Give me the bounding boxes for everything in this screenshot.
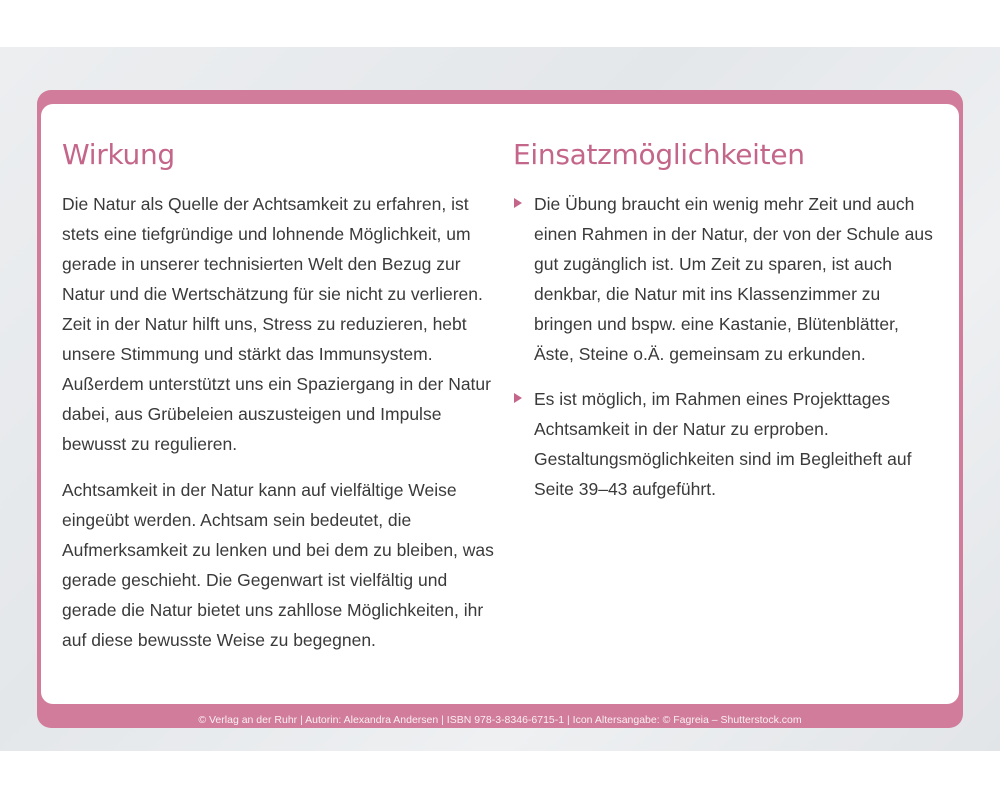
info-card: [37, 90, 963, 728]
section-einsatzmoeglichkeiten: [513, 138, 943, 519]
list-item: [513, 384, 943, 504]
copyright-footer: © Verlag an der Ruhr | Autorin: Alexandra Andersen | ISBN 978-3-8346-6715-1 | Icon Altersangabe: © Fagreia – Shutterstock.com: [198, 714, 802, 726]
list-item: [513, 189, 943, 369]
card-content: [41, 104, 959, 704]
paragraph: Achtsamkeit in der Natur kann auf vielfältige Weise eingeübt werden. Achtsam sein bedeutet, die Aufmerksamkeit zu lenken und bei dem zu bleiben, was gerade geschieht. Die Gegenwart ist vielfältig und gerade die Natur bietet uns zahllose Möglichkeiten, ihr auf diese bewusste Weise zu begegnen.: [62, 480, 494, 650]
section-wirkung: [62, 138, 502, 671]
triangle-bullet-icon: [514, 198, 522, 208]
paragraph: Die Natur als Quelle der Achtsamkeit zu erfahren, ist stets eine tiefgründige und lohnende Möglichkeit, um gerade in unserer technisierten Welt den Bezug zur Natur und die Wertschätzung für sie nicht zu verlieren. Zeit in der Natur hilft uns, Stress zu reduzieren, hebt unsere Stimmung und stärkt das Immunsystem. Außerdem unterstützt uns ein Spaziergang in der Natur dabei, aus Grübeleien auszusteigen und Impulse bewusst zu regulieren.: [62, 194, 491, 454]
list-item-text: Die Übung braucht ein wenig mehr Zeit und auch einen Rahmen in der Natur, der von der Schule aus gut zugänglich ist. Um Zeit zu sparen, ist auch denkbar, die Natur mit ins Klassenzimmer zu bringen und bspw. eine Kastanie, Blütenblätter, Äste, Steine o.Ä. gemeinsam zu erkunden.: [534, 194, 933, 364]
list-item-text: Es ist möglich, im Rahmen eines Projekttages Achtsamkeit in der Natur zu erproben. Gestaltungsmöglichkeiten sind im Begleitheft auf Seite 39–43 aufgeführt.: [534, 389, 912, 499]
section-heading-wirkung: Wirkung: [62, 138, 175, 171]
bullet-list: [513, 189, 943, 504]
section-heading-einsatzmoeglichkeiten: Einsatzmöglichkeiten: [513, 138, 805, 171]
triangle-bullet-icon: [514, 393, 522, 403]
